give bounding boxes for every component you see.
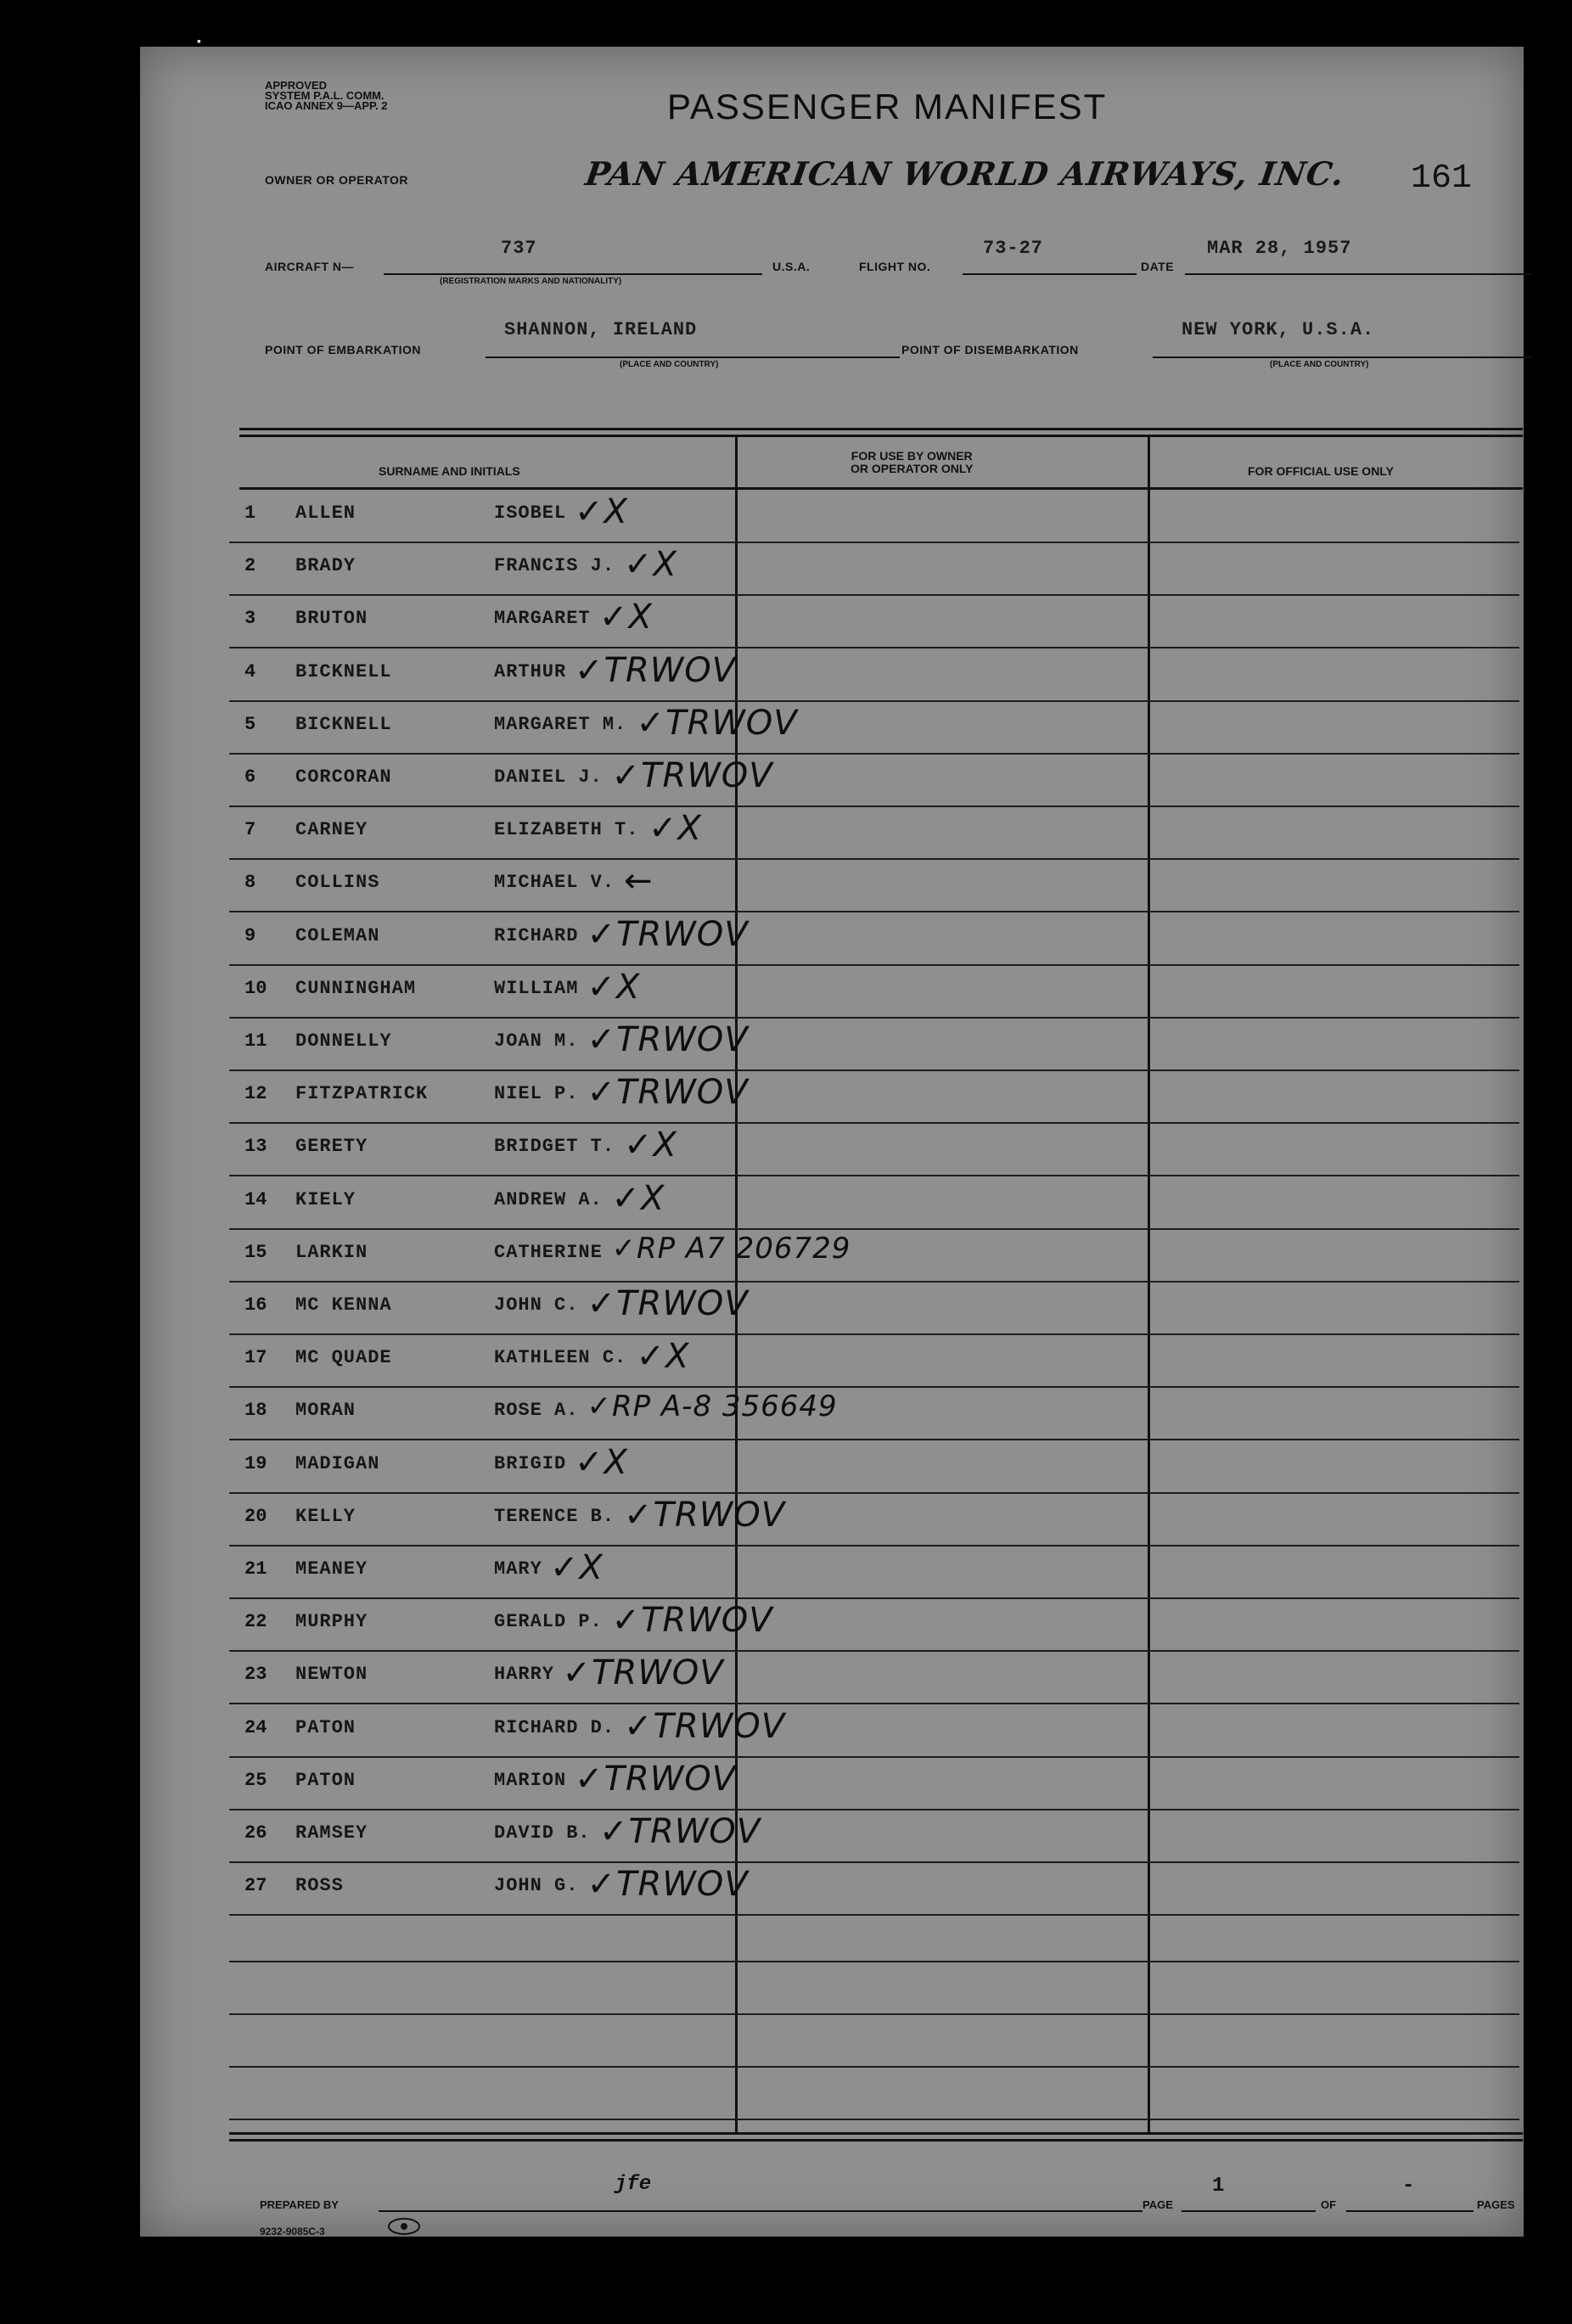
- passenger-given-name: BRIDGET T.: [494, 1136, 615, 1158]
- passenger-surname: DONNELLY: [295, 1030, 392, 1052]
- handwritten-annotation: ✓TRWOV: [587, 914, 749, 954]
- passenger-row: [229, 1230, 1519, 1283]
- passenger-surname: GERETY: [295, 1136, 368, 1158]
- passenger-row: [229, 966, 1519, 1019]
- passenger-row: [229, 860, 1519, 912]
- passenger-surname: KIELY: [295, 1188, 357, 1210]
- passenger-given-name: JOHN G.: [494, 1875, 579, 1897]
- blank-row-rule: [229, 2066, 1519, 2068]
- passenger-number: 16: [244, 1294, 267, 1316]
- handwritten-annotation: ✓X: [624, 1126, 677, 1165]
- passenger-given-name: MICHAEL V.: [494, 872, 615, 894]
- aircraft-sub-label: (REGISTRATION MARKS AND NATIONALITY): [440, 277, 622, 286]
- date-underline: [1185, 273, 1531, 275]
- of-value: -: [1402, 2175, 1415, 2198]
- passenger-surname: MEANEY: [295, 1558, 368, 1580]
- handwritten-annotation: ✓TRWOV: [599, 1812, 761, 1851]
- handwritten-annotation: ✓X: [575, 492, 628, 531]
- passenger-number: 4: [244, 660, 256, 682]
- embarkation-label: POINT OF EMBARKATION: [265, 343, 421, 356]
- passenger-surname: PATON: [295, 1769, 357, 1791]
- passenger-number: 24: [244, 1716, 267, 1738]
- passenger-row: [229, 1124, 1519, 1176]
- handwritten-annotation: ✓TRWOV: [575, 1759, 737, 1799]
- passenger-number: 6: [244, 766, 256, 788]
- blank-row-rule: [229, 1961, 1519, 1962]
- passenger-number: 9: [244, 924, 256, 946]
- passenger-given-name: DANIEL J.: [494, 766, 603, 788]
- passenger-row: [229, 702, 1519, 755]
- column-header-owner-use: [851, 450, 973, 475]
- handwritten-annotation: ✓TRWOV: [587, 1073, 749, 1113]
- passenger-row: [229, 913, 1519, 966]
- passenger-given-name: ARTHUR: [494, 660, 567, 682]
- passenger-number: 2: [244, 555, 256, 577]
- passenger-number: 25: [244, 1769, 267, 1791]
- passenger-given-name: RICHARD D.: [494, 1716, 615, 1738]
- approval-line: APPROVED: [265, 79, 327, 92]
- blank-row-rule: [229, 2013, 1519, 2015]
- handwritten-annotation: ✓X: [611, 1178, 665, 1218]
- passenger-row: [229, 1705, 1519, 1758]
- passenger-row: [229, 1335, 1519, 1388]
- flight-label: FLIGHT NO.: [859, 260, 931, 273]
- passenger-number: 14: [244, 1188, 267, 1210]
- passenger-given-name: CATHERINE: [494, 1241, 603, 1263]
- form-number: 9232-9085C-3: [260, 2226, 325, 2237]
- passenger-surname: PATON: [295, 1716, 357, 1738]
- passenger-number: 5: [244, 713, 256, 735]
- handwritten-annotation: ✓TRWOV: [611, 756, 773, 795]
- passenger-number: 17: [244, 1347, 267, 1369]
- flight-underline: [963, 273, 1137, 275]
- passenger-row: [229, 596, 1519, 648]
- disembarkation-sub-label: (PLACE AND COUNTRY): [1270, 360, 1369, 369]
- handwritten-annotation: ✓TRWOV: [636, 703, 798, 743]
- passenger-number: 3: [244, 608, 256, 630]
- disembarkation-value: NEW YORK, U.S.A.: [1182, 319, 1375, 340]
- passenger-row: [229, 1758, 1519, 1810]
- passenger-row: [229, 1652, 1519, 1704]
- handwritten-annotation: ✓TRWOV: [587, 1284, 749, 1323]
- union-label-icon: [387, 2217, 421, 2236]
- passenger-surname: BICKNELL: [295, 660, 392, 682]
- passenger-number: 1: [244, 502, 256, 524]
- passenger-row: [229, 1071, 1519, 1124]
- corner-mark: ▪: [197, 34, 201, 48]
- handwritten-annotation: ✓TRWOV: [587, 1020, 749, 1059]
- passenger-given-name: NIEL P.: [494, 1083, 579, 1105]
- column-header-owner-line1: FOR USE BY OWNER: [851, 449, 973, 463]
- handwritten-annotation: ✓X: [575, 1442, 628, 1482]
- passenger-row: [229, 1863, 1519, 1916]
- passenger-given-name: MARGARET M.: [494, 713, 627, 735]
- passenger-surname: CORCORAN: [295, 766, 392, 788]
- passenger-surname: COLEMAN: [295, 924, 380, 946]
- page-title: PASSENGER MANIFEST: [667, 87, 1108, 126]
- disembarkation-label: POINT OF DISEMBARKATION: [901, 343, 1079, 356]
- table-top-rule-2: [239, 435, 1523, 437]
- passenger-row: [229, 1810, 1519, 1863]
- handwritten-annotation: ✓X: [636, 1337, 690, 1377]
- passenger-row: [229, 649, 1519, 702]
- table-bottom-rule-2: [229, 2139, 1523, 2142]
- handwritten-annotation: ✓RP A-8 356649: [587, 1389, 838, 1424]
- row-rule: [229, 1914, 1519, 1916]
- usa-label: U.S.A.: [772, 260, 811, 273]
- page-label: PAGE: [1143, 2198, 1173, 2211]
- blank-row-rule: [229, 2119, 1519, 2120]
- passenger-surname: MORAN: [295, 1400, 357, 1422]
- handwritten-annotation: ✓X: [648, 809, 702, 849]
- embarkation-sub-label: (PLACE AND COUNTRY): [620, 360, 719, 369]
- passenger-given-name: MARGARET: [494, 608, 591, 630]
- passenger-given-name: FRANCIS J.: [494, 555, 615, 577]
- date-label: DATE: [1141, 260, 1175, 273]
- passenger-given-name: DAVID B.: [494, 1822, 591, 1844]
- approval-line: ICAO ANNEX 9—APP. 2: [265, 99, 388, 112]
- passenger-number: 11: [244, 1030, 267, 1052]
- passenger-surname: BICKNELL: [295, 713, 392, 735]
- handwritten-annotation: ✓TRWOV: [562, 1653, 724, 1693]
- passenger-row: [229, 1547, 1519, 1599]
- passenger-surname: COLLINS: [295, 872, 380, 894]
- passenger-row: [229, 1388, 1519, 1440]
- column-header-official: FOR OFFICIAL USE ONLY: [1248, 464, 1394, 478]
- passenger-row: [229, 1283, 1519, 1335]
- handwritten-annotation: ✓TRWOV: [611, 1601, 773, 1641]
- passenger-surname: BRADY: [295, 555, 357, 577]
- embarkation-underline: [486, 356, 900, 358]
- handwritten-annotation: ✓TRWOV: [624, 1706, 786, 1746]
- passenger-number: 12: [244, 1083, 267, 1105]
- prepared-by-underline: [379, 2210, 1143, 2212]
- handwritten-annotation: ✓TRWOV: [624, 1495, 786, 1535]
- handwritten-annotation: ✓TRWOV: [587, 1865, 749, 1905]
- passenger-given-name: HARRY: [494, 1664, 555, 1686]
- passenger-given-name: ROSE A.: [494, 1400, 579, 1422]
- passenger-row: [229, 807, 1519, 860]
- passenger-number: 22: [244, 1611, 267, 1633]
- passenger-given-name: KATHLEEN C.: [494, 1347, 627, 1369]
- passenger-surname: NEWTON: [295, 1664, 368, 1686]
- passenger-row: [229, 491, 1519, 543]
- handwritten-annotation: ✓X: [599, 598, 653, 637]
- column-header-names: SURNAME AND INITIALS: [379, 464, 520, 478]
- passenger-surname: MADIGAN: [295, 1452, 380, 1474]
- passenger-surname: MC KENNA: [295, 1294, 392, 1316]
- handwritten-annotation: ←: [624, 862, 654, 901]
- of-underline: [1346, 2210, 1474, 2212]
- prepared-by-value: jfe: [615, 2173, 652, 2196]
- header-bottom-rule: [239, 487, 1523, 490]
- date-value: MAR 28, 1957: [1207, 238, 1352, 259]
- handwritten-annotation: ✓X: [624, 545, 677, 585]
- owner-value: PAN AMERICAN WORLD AIRWAYS, INC.: [582, 154, 1348, 193]
- passenger-number: 21: [244, 1558, 267, 1580]
- handwritten-annotation: ✓TRWOV: [575, 650, 737, 690]
- approval-stamp: [265, 81, 435, 111]
- passenger-row: [229, 1441, 1519, 1494]
- flight-value: 73-27: [983, 238, 1044, 259]
- passenger-surname: FITZPATRICK: [295, 1083, 429, 1105]
- passenger-surname: MURPHY: [295, 1611, 368, 1633]
- table-bottom-rule: [229, 2132, 1523, 2135]
- passenger-given-name: ISOBEL: [494, 502, 567, 524]
- embarkation-value: SHANNON, IRELAND: [504, 319, 698, 340]
- page-underline: [1182, 2210, 1316, 2212]
- disembarkation-underline: [1153, 356, 1531, 358]
- passenger-surname: KELLY: [295, 1505, 357, 1527]
- passenger-row: [229, 1599, 1519, 1652]
- page-stamp-number: 161: [1411, 160, 1473, 198]
- passenger-given-name: RICHARD: [494, 924, 579, 946]
- passenger-surname: BRUTON: [295, 608, 368, 630]
- passenger-row: [229, 543, 1519, 596]
- column-header-owner-line2: OR OPERATOR ONLY: [851, 462, 974, 475]
- passenger-number: 15: [244, 1241, 267, 1263]
- passenger-given-name: JOHN C.: [494, 1294, 579, 1316]
- passenger-given-name: BRIGID: [494, 1452, 567, 1474]
- passenger-row: [229, 1494, 1519, 1547]
- passenger-surname: RAMSEY: [295, 1822, 368, 1844]
- passenger-given-name: WILLIAM: [494, 977, 579, 999]
- passenger-given-name: JOAN M.: [494, 1030, 579, 1052]
- passenger-surname: LARKIN: [295, 1241, 368, 1263]
- passenger-number: 18: [244, 1400, 267, 1422]
- passenger-given-name: ANDREW A.: [494, 1188, 603, 1210]
- of-label: OF: [1321, 2198, 1337, 2211]
- passenger-number: 19: [244, 1452, 267, 1474]
- prepared-by-label: PREPARED BY: [260, 2198, 339, 2211]
- passenger-number: 8: [244, 872, 256, 894]
- passenger-given-name: MARY: [494, 1558, 542, 1580]
- page-value: 1: [1212, 2175, 1225, 2198]
- passenger-surname: CUNNINGHAM: [295, 977, 417, 999]
- aircraft-label: AIRCRAFT N—: [265, 260, 355, 273]
- passenger-number: 20: [244, 1505, 267, 1527]
- passenger-number: 10: [244, 977, 267, 999]
- passenger-number: 13: [244, 1136, 267, 1158]
- passenger-number: 27: [244, 1875, 267, 1897]
- passenger-number: 23: [244, 1664, 267, 1686]
- passenger-surname: ALLEN: [295, 502, 357, 524]
- passenger-given-name: GERALD P.: [494, 1611, 603, 1633]
- passenger-row: [229, 755, 1519, 807]
- passenger-surname: MC QUADE: [295, 1347, 392, 1369]
- aircraft-value: 737: [501, 238, 537, 259]
- passenger-surname: ROSS: [295, 1875, 344, 1897]
- handwritten-annotation: ✓X: [587, 967, 641, 1007]
- passenger-given-name: TERENCE B.: [494, 1505, 615, 1527]
- passenger-surname: CARNEY: [295, 819, 368, 841]
- handwritten-annotation: ✓RP A7 206729: [611, 1231, 851, 1266]
- passenger-row: [229, 1177, 1519, 1230]
- passenger-number: 26: [244, 1822, 267, 1844]
- table-top-rule: [239, 428, 1523, 430]
- approval-line: SYSTEM P.A.L. COMM.: [265, 89, 385, 102]
- handwritten-annotation: ✓X: [550, 1548, 604, 1587]
- passenger-row: [229, 1019, 1519, 1071]
- passenger-number: 7: [244, 819, 256, 841]
- aircraft-underline: [384, 273, 762, 275]
- passenger-given-name: MARION: [494, 1769, 567, 1791]
- passenger-given-name: ELIZABETH T.: [494, 819, 639, 841]
- owner-label: OWNER OR OPERATOR: [265, 173, 408, 187]
- pages-label: PAGES: [1477, 2198, 1515, 2211]
